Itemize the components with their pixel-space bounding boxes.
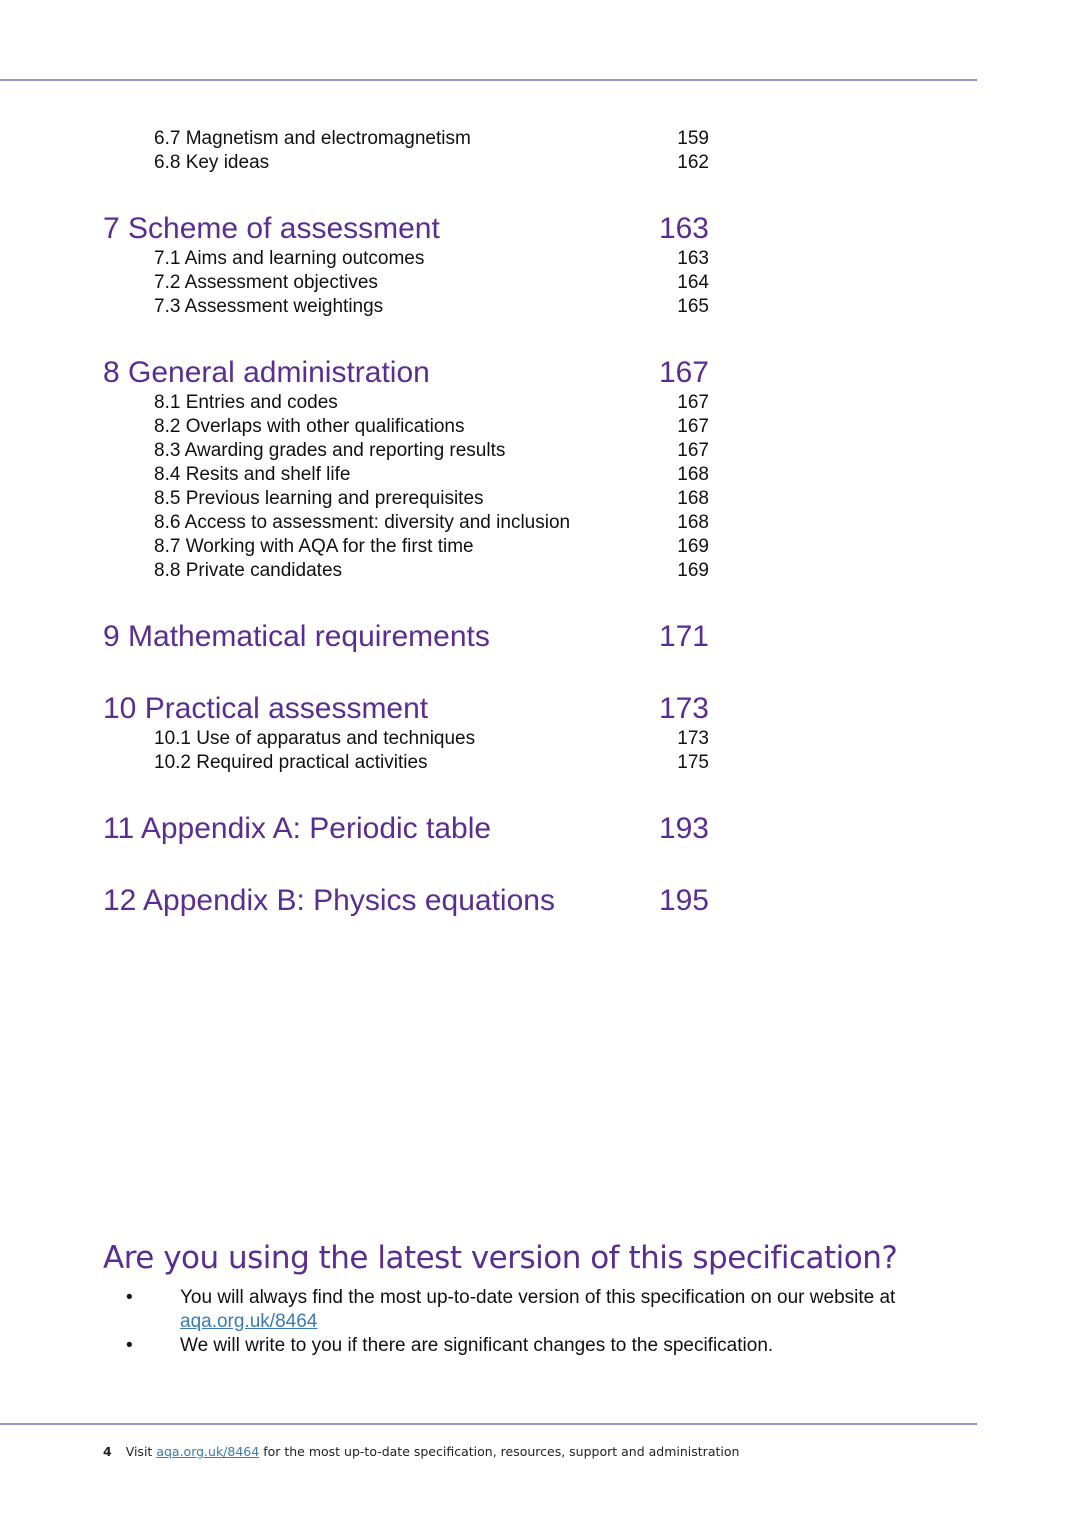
toc-subentry[interactable]	[103, 487, 709, 511]
toc-subentry-label: 8.1 Entries and codes	[154, 392, 338, 413]
toc-section[interactable]	[103, 883, 709, 919]
toc-section-page: 195	[658, 884, 709, 917]
toc-subentry-label: 6.8 Key ideas	[154, 152, 270, 173]
footer-text: for the most up-to-date specification, resources, support and administration	[263, 1444, 740, 1459]
toc-subentry-label: 8.5 Previous learning and prerequisites	[154, 488, 484, 509]
toc-subentry-label: 10.2 Required practical activities	[154, 752, 428, 773]
toc-subentry-label: 8.8 Private candidates	[154, 560, 343, 581]
toc-subentry-page: 165	[677, 296, 709, 317]
toc-subentry-label: 10.1 Use of apparatus and techniques	[154, 728, 476, 749]
spec-link[interactable]: aqa.org.uk/8464	[180, 1311, 318, 1332]
notice-item	[103, 1334, 983, 1358]
toc-subentry-label: 6.7 Magnetism and electromagnetism	[154, 128, 471, 149]
bullet-icon: •	[126, 1287, 133, 1308]
toc-section[interactable]	[103, 691, 709, 727]
toc-subentry-page: 169	[677, 536, 709, 557]
table-of-contents	[103, 127, 709, 919]
toc-section-label: 12 Appendix B: Physics equations	[103, 884, 555, 917]
toc-section-page: 193	[658, 812, 709, 845]
toc-subentry-page: 169	[677, 560, 709, 581]
notice-heading: Are you using the latest version of this specification?	[103, 1240, 898, 1276]
toc-section-page: 173	[658, 692, 709, 725]
toc-subentry[interactable]	[103, 439, 709, 463]
toc-subentry-page: 175	[677, 752, 709, 773]
toc-subentry-page: 173	[677, 728, 709, 749]
toc-subentry-page: 167	[677, 440, 709, 461]
toc-section[interactable]	[103, 811, 709, 847]
toc-subentry-page: 167	[677, 392, 709, 413]
toc-subentry-page: 168	[677, 488, 709, 509]
toc-subentry-label: 8.7 Working with AQA for the first time	[154, 536, 474, 557]
page-footer	[103, 1444, 739, 1459]
toc-section[interactable]	[103, 355, 709, 391]
toc-subentry[interactable]	[103, 415, 709, 439]
toc-subentry-page: 164	[677, 272, 709, 293]
toc-subentry[interactable]	[103, 751, 709, 775]
footer-link[interactable]: aqa.org.uk/8464	[156, 1444, 260, 1459]
latest-version-notice	[103, 1236, 983, 1358]
toc-subentry[interactable]	[103, 127, 709, 151]
toc-subentry[interactable]	[103, 559, 709, 583]
toc-section-label: 8 General administration	[103, 356, 430, 389]
toc-section-page: 167	[658, 356, 709, 389]
footer-visit: Visit	[125, 1444, 153, 1459]
notice-list	[103, 1286, 983, 1358]
toc-subentry[interactable]	[103, 511, 709, 535]
toc-subentry-label: 7.1 Aims and learning outcomes	[154, 248, 425, 269]
toc-subentry-label: 7.3 Assessment weightings	[154, 296, 384, 317]
toc-subentry[interactable]	[103, 295, 709, 319]
toc-subentry-label: 8.3 Awarding grades and reporting results	[154, 440, 506, 461]
toc-subentry-label: 8.6 Access to assessment: diversity and inclusion	[154, 512, 571, 533]
notice-text: We will write to you if there are significant changes to the specification.	[180, 1335, 774, 1356]
toc-subentry-page: 167	[677, 416, 709, 437]
toc-subentry[interactable]	[103, 535, 709, 559]
toc-subentry-page: 159	[677, 128, 709, 149]
toc-section-label: 9 Mathematical requirements	[103, 620, 490, 653]
toc-section-label: 7 Scheme of assessment	[103, 212, 440, 245]
toc-subentry[interactable]	[103, 463, 709, 487]
notice-text: You will always find the most up-to-date version of this specification on our website at	[180, 1287, 896, 1308]
toc-section-page: 163	[658, 212, 709, 245]
header-rule	[0, 79, 977, 81]
toc-subentry-page: 168	[677, 512, 709, 533]
notice-item	[103, 1286, 983, 1334]
toc-subentry-label: 7.2 Assessment objectives	[154, 272, 378, 293]
toc-subentry-page: 162	[677, 152, 709, 173]
toc-subentry[interactable]	[103, 391, 709, 415]
toc-subentry-page: 163	[677, 248, 709, 269]
toc-subentry[interactable]	[103, 271, 709, 295]
toc-subentry[interactable]	[103, 727, 709, 751]
toc-section[interactable]	[103, 619, 709, 655]
toc-section[interactable]	[103, 211, 709, 247]
page-number: 4	[103, 1444, 112, 1459]
footer-rule	[0, 1423, 977, 1425]
toc-subentry-page: 168	[677, 464, 709, 485]
toc-subentry[interactable]	[103, 151, 709, 175]
toc-section-label: 11 Appendix A: Periodic table	[103, 812, 492, 845]
toc-subentry-label: 8.2 Overlaps with other qualifications	[154, 416, 465, 437]
toc-section-page: 171	[658, 620, 709, 653]
toc-subentry[interactable]	[103, 247, 709, 271]
toc-subentry-label: 8.4 Resits and shelf life	[154, 464, 351, 485]
bullet-icon: •	[126, 1335, 133, 1356]
toc-section-label: 10 Practical assessment	[103, 692, 429, 725]
